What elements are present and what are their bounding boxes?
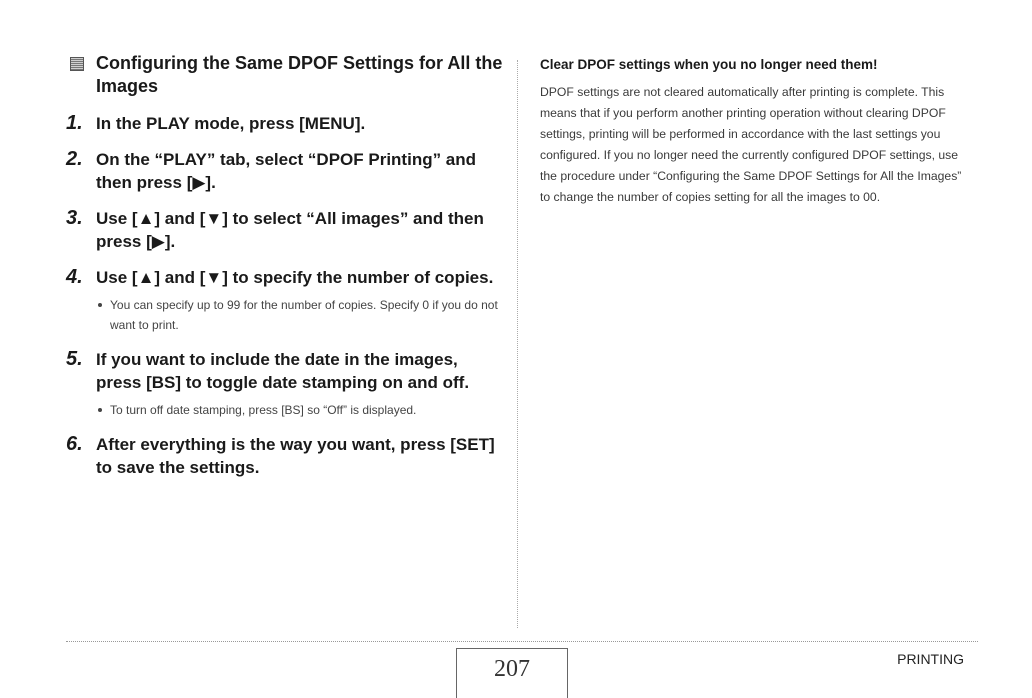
column-divider (517, 60, 518, 628)
step-number: 3. (66, 207, 83, 229)
step-1 (66, 112, 506, 135)
step-text: Use [▲] and [▼] to select “All images” and then press [▶]. (96, 209, 484, 251)
bullet-dot-icon (98, 408, 102, 412)
tip-heading: Clear DPOF settings when you no longer need them! (540, 57, 878, 72)
step-5 (66, 348, 506, 420)
step-text: In the PLAY mode, press [MENU]. (96, 114, 366, 133)
step-3 (66, 207, 506, 253)
step-text: Use [▲] and [▼] to specify the number of copies. (96, 268, 494, 287)
tip-column (540, 56, 968, 208)
step-text: After everything is the way you want, press [SET] to save the settings. (96, 435, 495, 477)
step-note (96, 400, 506, 420)
page-number: 207 (456, 648, 568, 698)
step-number: 4. (66, 266, 83, 288)
step-number: 6. (66, 433, 83, 455)
step-number: 1. (66, 112, 83, 134)
step-note-text: You can specify up to 99 for the number of copies. Specify 0 if you do not want to print. (110, 298, 498, 332)
instructions-column (66, 52, 506, 492)
step-number: 5. (66, 348, 83, 370)
step-text: On the “PLAY” tab, select “DPOF Printing” and then press [▶]. (96, 150, 477, 192)
footer-divider (66, 641, 978, 642)
step-note (96, 295, 506, 335)
step-6 (66, 433, 506, 479)
section-heading-text: Configuring the Same DPOF Settings for All the Images (96, 53, 503, 96)
section-heading (66, 52, 506, 98)
step-2 (66, 148, 506, 194)
section-label: PRINTING (897, 651, 964, 667)
step-4 (66, 266, 506, 335)
bullet-dot-icon (98, 303, 102, 307)
step-text: If you want to include the date in the images, press [BS] to toggle date stamping on and off. (96, 350, 470, 392)
square-bullet-icon (70, 57, 84, 71)
step-note-text: To turn off date stamping, press [BS] so “Off” is displayed. (110, 403, 417, 417)
tip-body: DPOF settings are not cleared automatically after printing is complete. This means that if you perform another printing operation without clearing DPOF settings, printing will be performed in accordance with the last settings you configured. If you no longer need the currently configured DPOF settings, use the procedure under “Configuring the Same DPOF Settings for All the Images” to change the number of copies setting for all the images to 00. (540, 85, 962, 204)
step-number: 2. (66, 148, 83, 170)
